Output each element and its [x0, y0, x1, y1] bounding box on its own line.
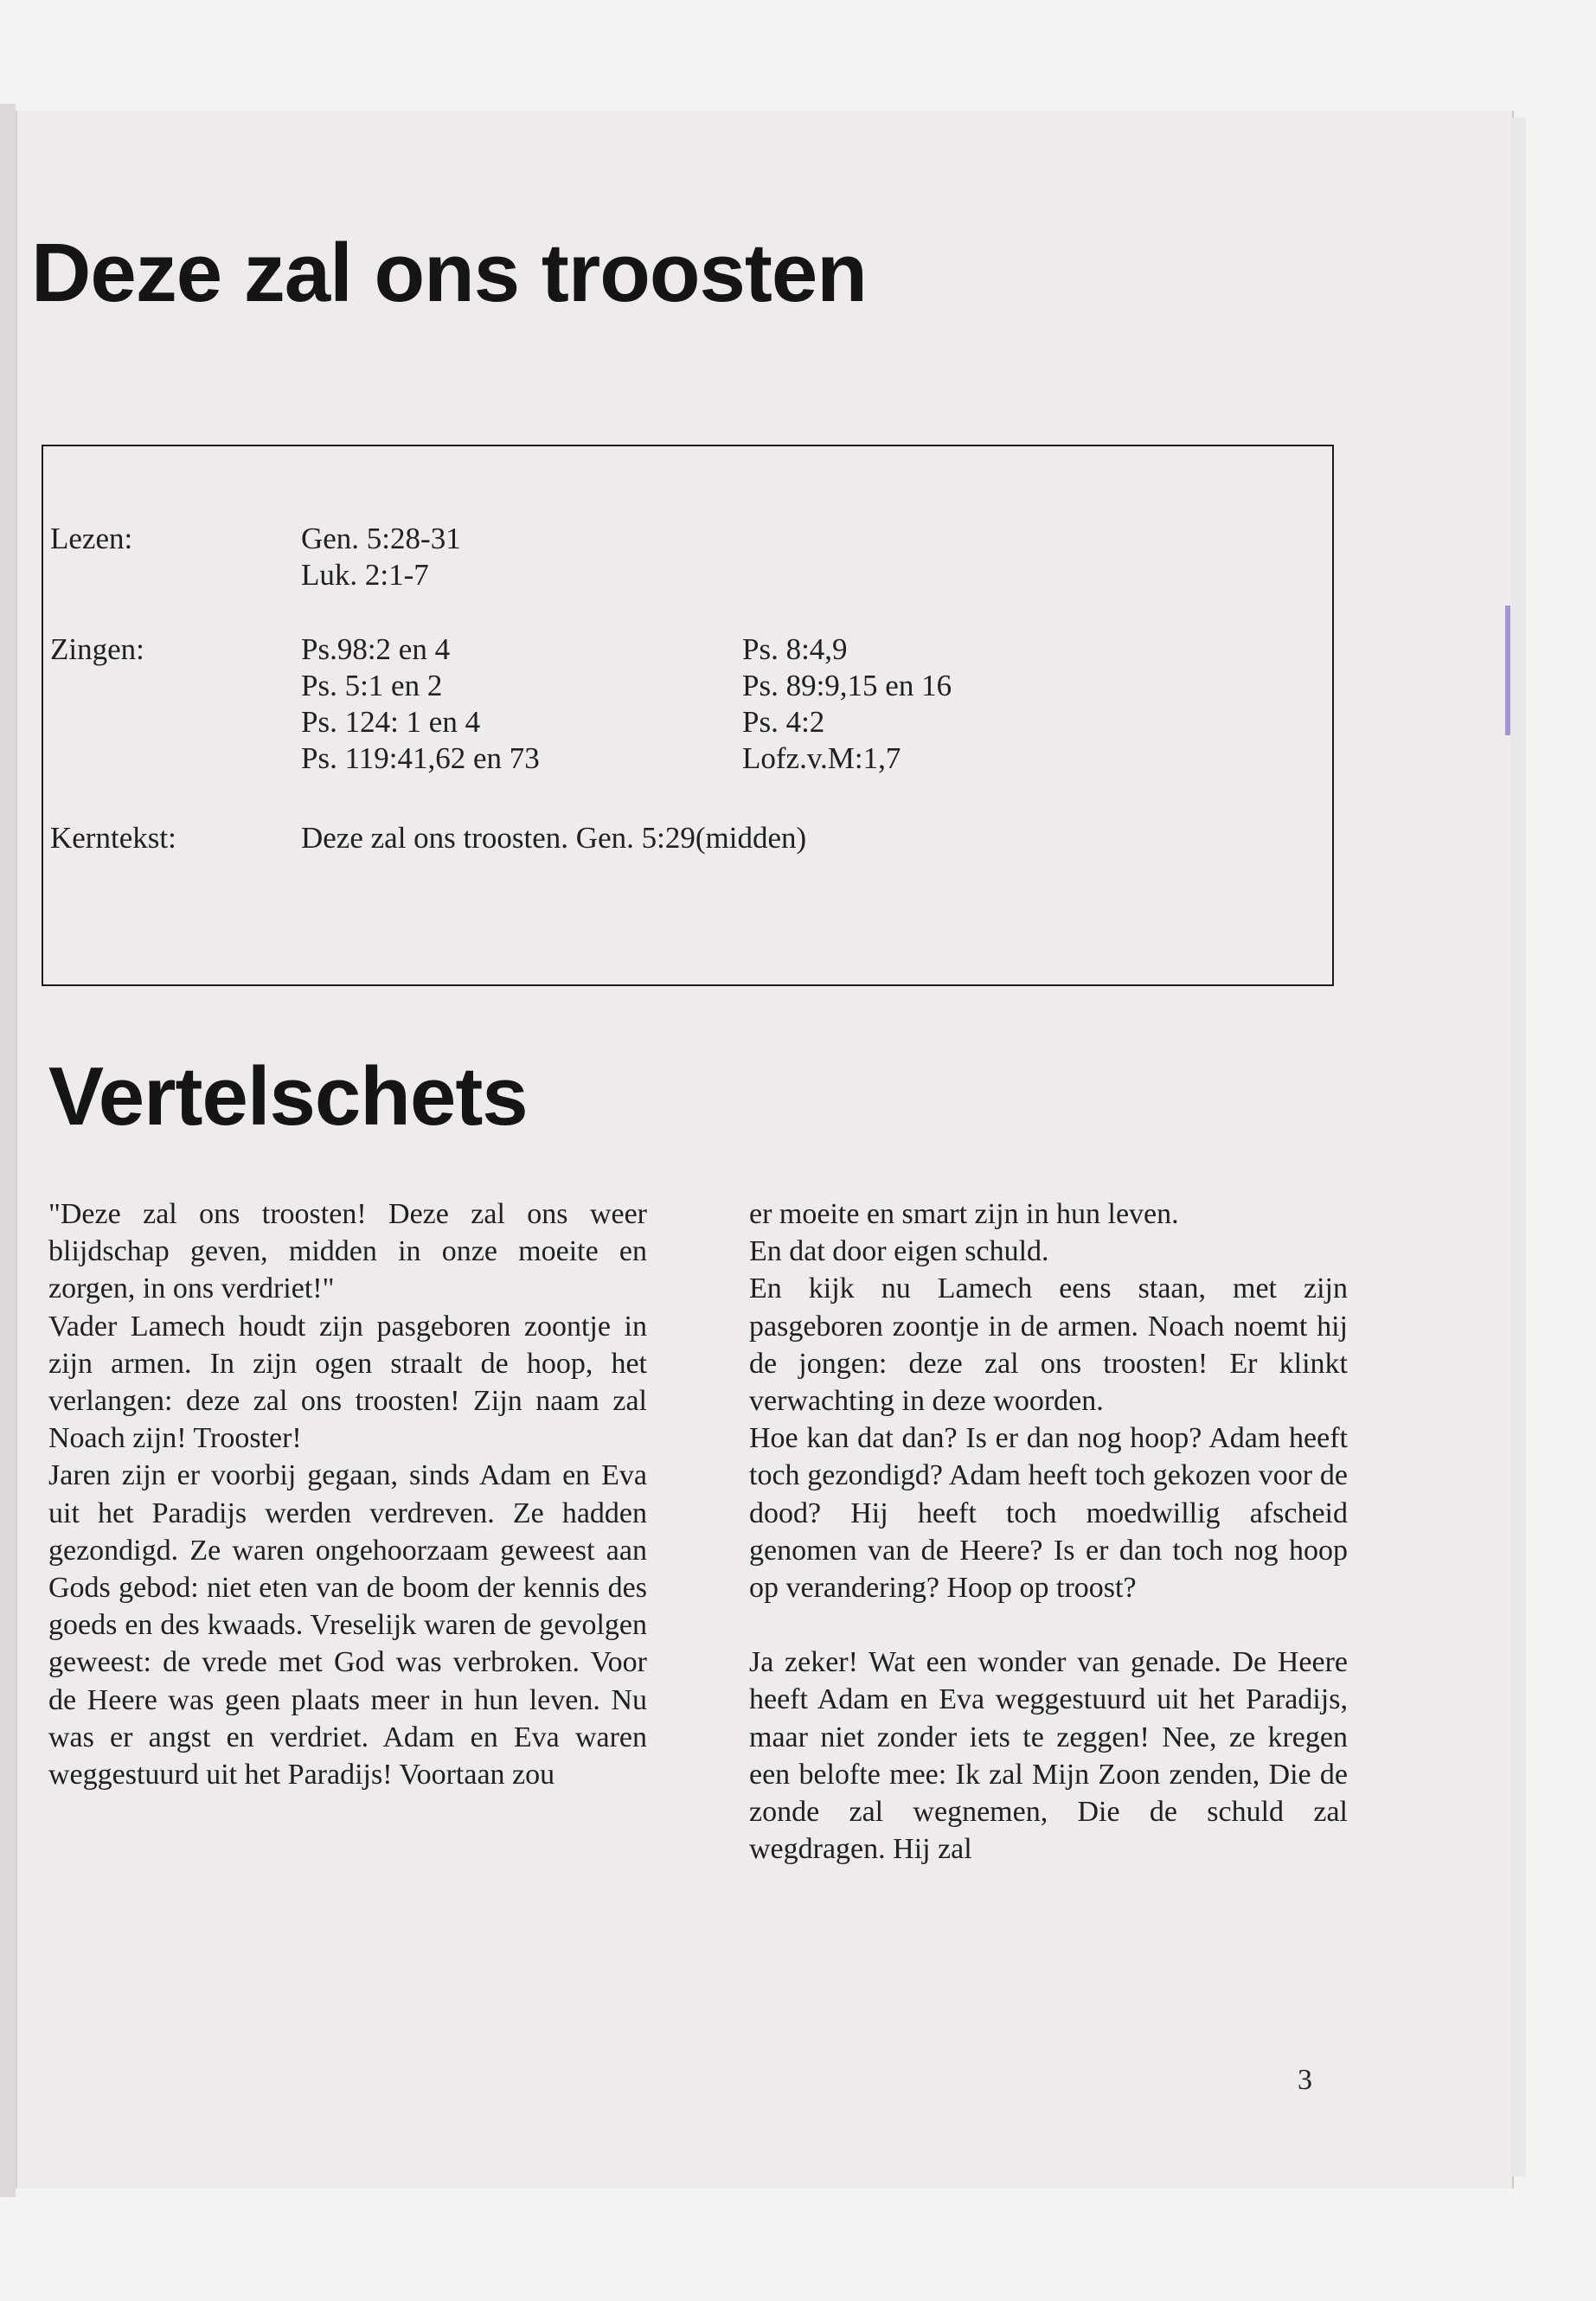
readings-box [42, 445, 1334, 986]
page-number: 3 [1298, 2064, 1312, 2096]
story-paragraph: En kijk nu Lamech eens staan, met zijn pasgeboren zoontje in de armen. Noach noemt hij de jongen: deze zal ons troosten! Er klinkt verwachting in deze woorden. [749, 1272, 1348, 1418]
zingen-item: Ps. 89:9,15 en 16 [742, 669, 952, 702]
page-title: Deze zal ons troosten [31, 227, 867, 319]
section-heading: Vertelschets [48, 1050, 528, 1143]
story-paragraph: En dat door eigen schuld. [749, 1235, 1049, 1268]
lezen-label: Lezen: [50, 522, 133, 555]
story-paragraph: Vader Lamech houdt zijn pasgeboren zoontje in zijn armen. In zijn ogen straalt de hoop, het verlangen: deze zal ons troosten! Zijn naam zal Noach zijn! Trooster! [48, 1310, 647, 1455]
zingen-list-1 [301, 631, 540, 777]
page-left-edge [0, 104, 16, 2197]
zingen-item: Ps. 124: 1 en 4 [301, 705, 481, 739]
story-column-left [48, 1195, 647, 1793]
page-sheet [16, 111, 1512, 2189]
story-paragraph: er moeite en smart zijn in hun leven. [749, 1198, 1179, 1230]
zingen-item: Ps.98:2 en 4 [301, 632, 451, 666]
kerntekst-label: Kerntekst: [50, 821, 176, 855]
zingen-item: Lofz.v.M:1,7 [742, 741, 901, 775]
zingen-list-2 [742, 631, 952, 777]
kerntekst-text: Deze zal ons troosten. Gen. 5:29(midden) [301, 821, 807, 855]
zingen-item: Ps. 119:41,62 en 73 [301, 741, 540, 775]
zingen-item: Ps. 5:1 en 2 [301, 669, 443, 702]
zingen-item: Ps. 4:2 [742, 705, 825, 739]
lezen-item: Luk. 2:1-7 [301, 558, 429, 592]
page-right-edge [1510, 118, 1526, 2176]
lezen-item: Gen. 5:28-31 [301, 522, 461, 555]
story-paragraph: Hoe kan dat dan? Is er dan nog hoop? Adam heeft toch gezondigd? Adam heeft toch gekozen voor de dood? Hij heeft toch moedwillig afscheid genomen van de Heere? Is er dan toch nog hoop op verandering? Hoop op troost? [749, 1422, 1348, 1605]
story-paragraph: Ja zeker! Wat een wonder van genade. De Heere heeft Adam en Eva weggestuurd uit het Paradijs, maar niet zonder iets te zeggen! Nee, ze kregen een belofte mee: Ik zal Mijn Zoon zenden, Die de zonde zal wegnemen, Die de schuld zal wegdragen. Hij zal [749, 1646, 1348, 1866]
zingen-label: Zingen: [50, 632, 144, 666]
purple-tab-marker [1505, 606, 1510, 735]
lezen-list [301, 521, 461, 593]
story-paragraph: Jaren zijn er voorbij gegaan, sinds Adam en Eva uit het Paradijs werden verdreven. Ze hadden gezondigd. Ze waren ongehoorzaam geweest aan Gods gebod: niet eten van de boom der kennis des goeds en des kwaads. Vreselijk waren de gevolgen geweest: de vrede met God was verbroken. Voor de Heere was geen plaats meer in hun leven. Nu was er angst en verdriet. Adam en Eva waren weggestuurd uit het Paradijs! Voortaan zou [48, 1459, 647, 1791]
story-column-right [749, 1195, 1348, 1868]
story-paragraph: "Deze zal ons troosten! Deze zal ons weer blijdschap geven, midden in onze moeite en zorgen, in ons verdriet!" [48, 1198, 647, 1305]
zingen-item: Ps. 8:4,9 [742, 632, 848, 666]
